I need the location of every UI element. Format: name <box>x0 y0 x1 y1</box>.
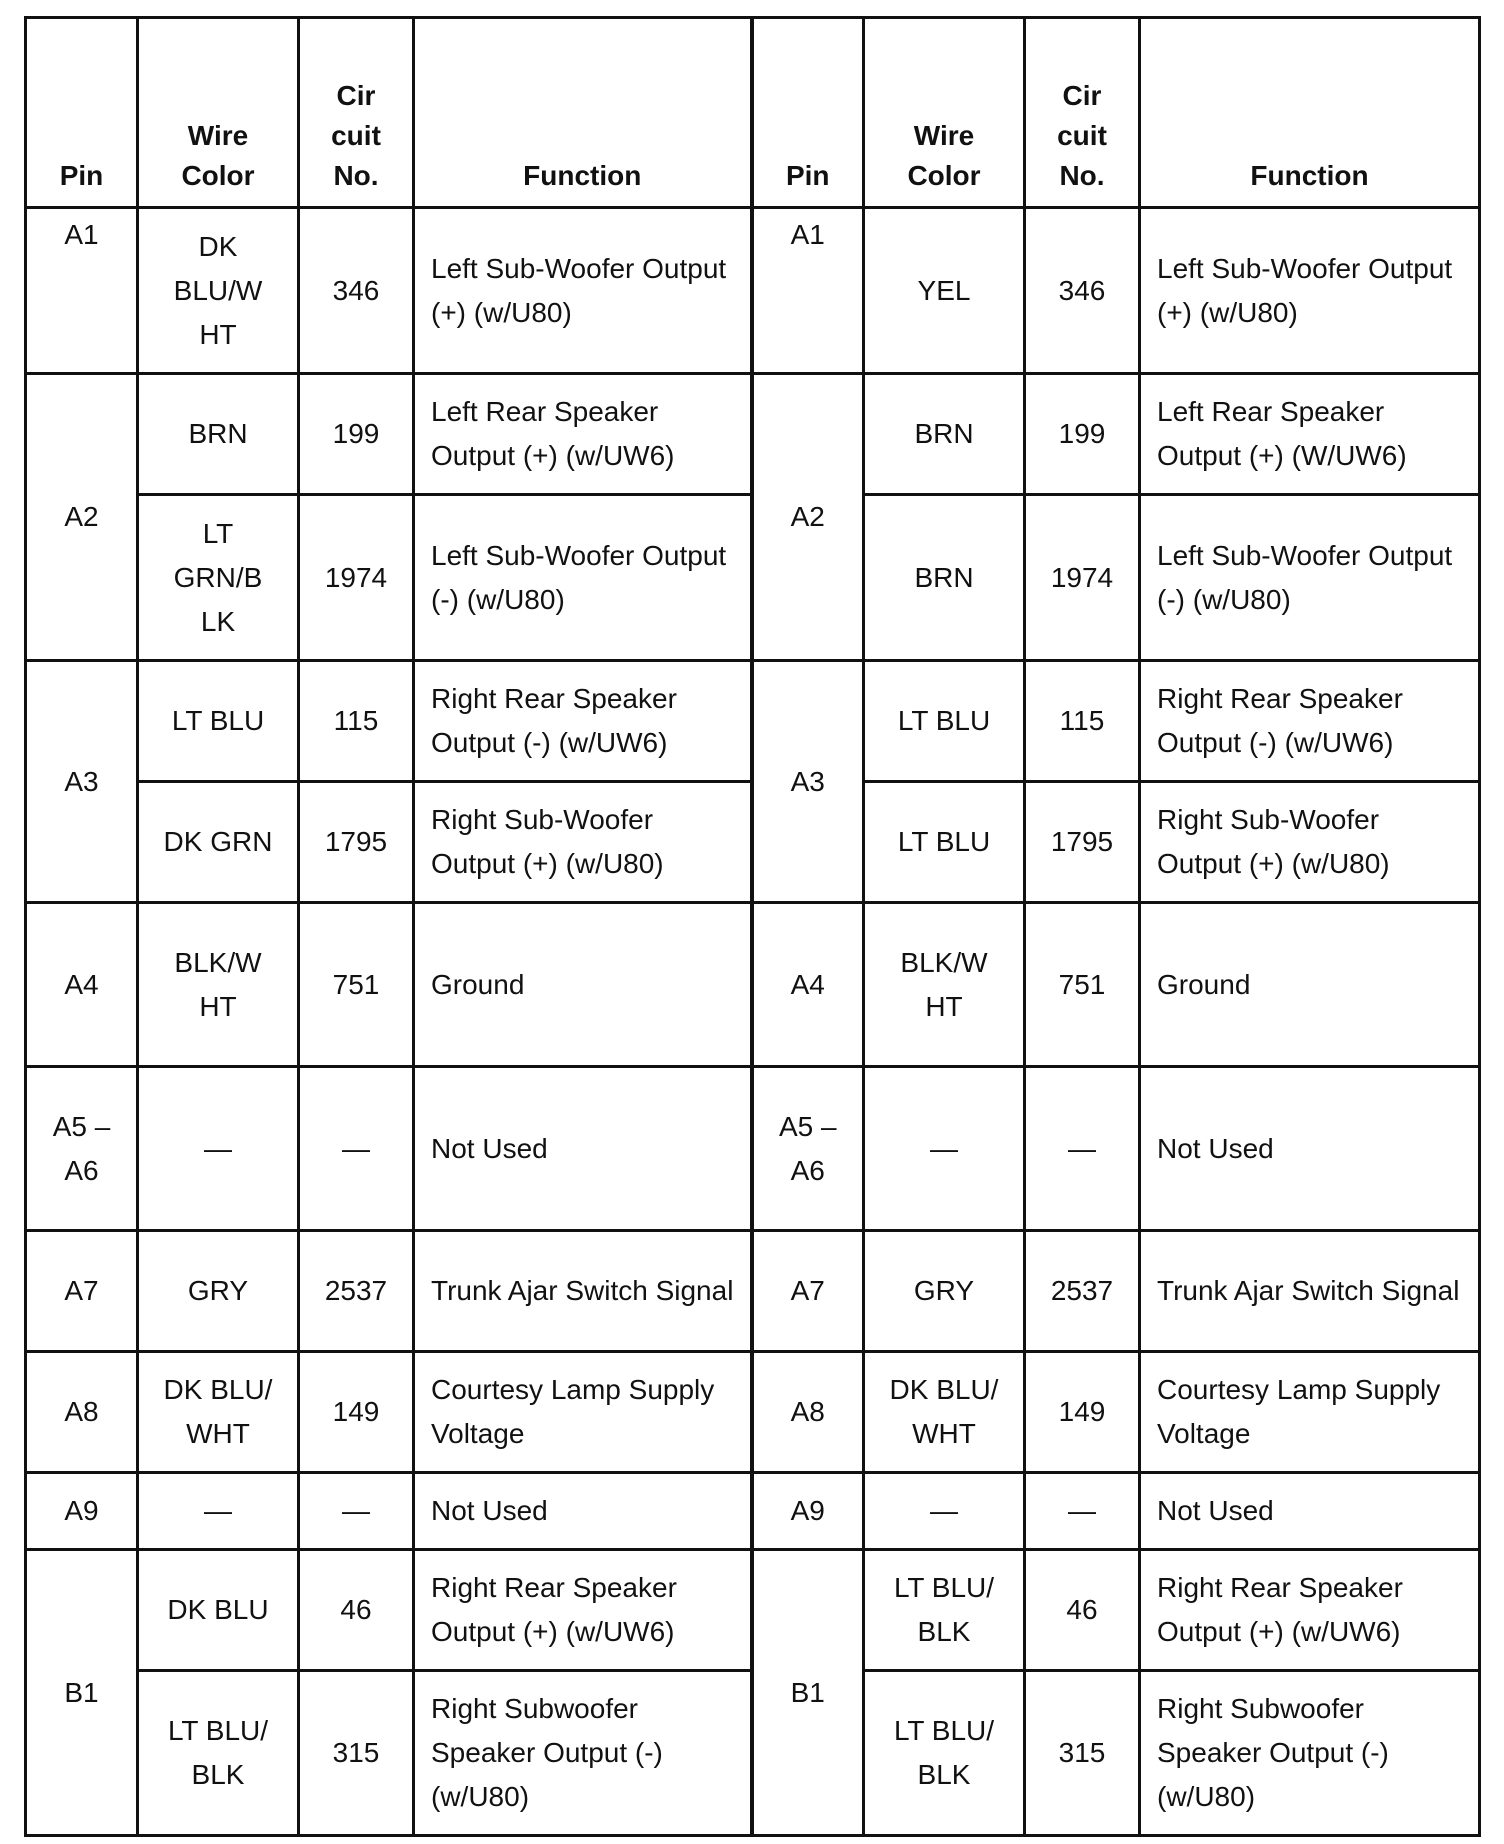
header-wire-color <box>864 18 1025 208</box>
pin-cell: A9 <box>752 1473 864 1550</box>
wire-color-cell: DK BLU <box>138 1550 299 1671</box>
wire-color-cell <box>864 1550 1025 1671</box>
function-cell: Left Sub-Woofer Output (-) (w/U80) <box>1140 495 1480 661</box>
function-cell: Not Used <box>1140 1473 1480 1550</box>
circuit-cell: 199 <box>1025 374 1140 495</box>
pin-cell: B1 <box>752 1550 864 1836</box>
wire-color-text: BLK/W HT <box>900 946 988 1022</box>
function-cell: Right Sub-Woofer Output (+) (w/U80) <box>414 782 752 903</box>
wire-color-text: LT BLU/ BLK <box>167 1715 269 1790</box>
wire-color-cell: — <box>138 1473 299 1550</box>
wire-color-cell: BRN <box>864 495 1025 661</box>
header-wire-color-text: Wire Color <box>907 120 981 191</box>
function-cell: Right Rear Speaker Output (-) (w/UW6) <box>1140 661 1480 782</box>
wire-color-text: DK BLU/W HT <box>173 230 263 350</box>
function-cell: Left Sub-Woofer Output (+) (w/U80) <box>1140 208 1480 374</box>
header-wire-color-text: Wire Color <box>181 120 255 191</box>
table-row <box>26 374 1480 495</box>
wire-color-cell <box>138 495 299 661</box>
pin-cell: A4 <box>752 903 864 1067</box>
header-wire-color <box>138 18 299 208</box>
circuit-cell: 1974 <box>1025 495 1140 661</box>
function-cell: Left Rear Speaker Output (+) (W/UW6) <box>1140 374 1480 495</box>
function-cell: Right Subwoofer Speaker Output (-) (w/U80) <box>1140 1671 1480 1836</box>
pin-cell: A7 <box>752 1231 864 1352</box>
function-cell: Ground <box>414 903 752 1067</box>
pin-cell: A8 <box>26 1352 138 1473</box>
pin-cell: A4 <box>26 903 138 1067</box>
wire-color-text: LT BLU/ BLK <box>893 1715 995 1790</box>
function-cell: Left Sub-Woofer Output (+) (w/U80) <box>414 208 752 374</box>
pin-cell <box>752 1067 864 1231</box>
function-cell: Not Used <box>414 1473 752 1550</box>
function-cell: Trunk Ajar Switch Signal <box>1140 1231 1480 1352</box>
wire-color-cell: YEL <box>864 208 1025 374</box>
table-row <box>26 1550 1480 1671</box>
function-cell: Not Used <box>1140 1067 1480 1231</box>
table-row <box>26 208 1480 374</box>
table-row <box>26 1473 1480 1550</box>
pin-cell: A1 <box>752 208 864 374</box>
pin-cell: B1 <box>26 1550 138 1836</box>
wire-color-cell <box>864 1671 1025 1836</box>
table-row <box>26 1067 1480 1231</box>
circuit-cell: 346 <box>1025 208 1140 374</box>
wire-color-text: LT GRN/B LK <box>173 517 263 637</box>
function-cell: Courtesy Lamp Supply Voltage <box>414 1352 752 1473</box>
circuit-cell: 1795 <box>299 782 414 903</box>
wire-color-text: DK BLU/ WHT <box>163 1374 273 1449</box>
circuit-cell: 2537 <box>299 1231 414 1352</box>
wire-color-cell: — <box>864 1473 1025 1550</box>
wire-color-cell <box>864 903 1025 1067</box>
circuit-cell: 315 <box>1025 1671 1140 1836</box>
wire-color-cell: GRY <box>138 1231 299 1352</box>
function-cell: Right Subwoofer Speaker Output (-) (w/U80) <box>414 1671 752 1836</box>
pin-text: A5 –A6 <box>52 1110 111 1186</box>
function-cell: Right Rear Speaker Output (+) (w/UW6) <box>1140 1550 1480 1671</box>
header-circuit-no <box>299 18 414 208</box>
function-cell: Left Rear Speaker Output (+) (w/UW6) <box>414 374 752 495</box>
circuit-cell: 115 <box>299 661 414 782</box>
circuit-cell: — <box>299 1067 414 1231</box>
pin-cell: A3 <box>26 661 138 903</box>
circuit-cell: 46 <box>1025 1550 1140 1671</box>
table-row <box>26 661 1480 782</box>
pin-text: A5 –A6 <box>778 1110 837 1186</box>
table-row <box>26 1352 1480 1473</box>
pin-cell: A3 <box>752 661 864 903</box>
circuit-cell: — <box>1025 1473 1140 1550</box>
header-pin: Pin <box>26 18 138 208</box>
circuit-cell: 199 <box>299 374 414 495</box>
wire-color-text: BLK/W HT <box>174 946 262 1022</box>
wire-color-cell: LT BLU <box>864 782 1025 903</box>
circuit-cell: — <box>1025 1067 1140 1231</box>
wire-color-cell: — <box>864 1067 1025 1231</box>
wire-color-cell <box>138 1352 299 1473</box>
pin-cell: A2 <box>26 374 138 661</box>
wire-color-text: LT BLU/ BLK <box>893 1572 995 1647</box>
header-row <box>26 18 1480 208</box>
header-circuit-no <box>1025 18 1140 208</box>
header-function: Function <box>1140 18 1480 208</box>
circuit-cell: 46 <box>299 1550 414 1671</box>
wire-color-cell: — <box>138 1067 299 1231</box>
pin-cell: A8 <box>752 1352 864 1473</box>
wire-color-cell: BRN <box>864 374 1025 495</box>
circuit-cell: 1795 <box>1025 782 1140 903</box>
circuit-cell: 751 <box>299 903 414 1067</box>
wire-color-cell: GRY <box>864 1231 1025 1352</box>
table-row <box>26 1231 1480 1352</box>
pin-cell: A9 <box>26 1473 138 1550</box>
circuit-cell: 346 <box>299 208 414 374</box>
pin-cell: A2 <box>752 374 864 661</box>
function-cell: Courtesy Lamp Supply Voltage <box>1140 1352 1480 1473</box>
wire-color-cell: LT BLU <box>864 661 1025 782</box>
table-row <box>26 903 1480 1067</box>
function-cell: Left Sub-Woofer Output (-) (w/U80) <box>414 495 752 661</box>
wire-color-cell <box>138 1671 299 1836</box>
function-cell: Ground <box>1140 903 1480 1067</box>
wire-color-cell <box>864 1352 1025 1473</box>
function-cell: Right Rear Speaker Output (-) (w/UW6) <box>414 661 752 782</box>
wire-color-cell: LT BLU <box>138 661 299 782</box>
header-pin: Pin <box>752 18 864 208</box>
wire-color-text: DK BLU/ WHT <box>889 1374 999 1449</box>
pin-cell: A1 <box>26 208 138 374</box>
function-cell: Right Sub-Woofer Output (+) (w/U80) <box>1140 782 1480 903</box>
function-cell: Not Used <box>414 1067 752 1231</box>
circuit-cell: 1974 <box>299 495 414 661</box>
circuit-cell: 2537 <box>1025 1231 1140 1352</box>
connector-pinout-table <box>24 16 1481 1837</box>
pin-cell <box>26 1067 138 1231</box>
circuit-cell: 149 <box>1025 1352 1140 1473</box>
wire-color-cell: BRN <box>138 374 299 495</box>
circuit-cell: 315 <box>299 1671 414 1836</box>
circuit-cell: — <box>299 1473 414 1550</box>
header-function: Function <box>414 18 752 208</box>
wire-color-cell: DK GRN <box>138 782 299 903</box>
function-cell: Right Rear Speaker Output (+) (w/UW6) <box>414 1550 752 1671</box>
header-circuit-no-text: Cir cuit No. <box>331 80 381 191</box>
circuit-cell: 149 <box>299 1352 414 1473</box>
circuit-cell: 751 <box>1025 903 1140 1067</box>
pin-cell: A7 <box>26 1231 138 1352</box>
wire-color-cell <box>138 903 299 1067</box>
wire-color-cell <box>138 208 299 374</box>
function-cell: Trunk Ajar Switch Signal <box>414 1231 752 1352</box>
circuit-cell: 115 <box>1025 661 1140 782</box>
header-circuit-no-text: Cir cuit No. <box>1057 80 1107 191</box>
